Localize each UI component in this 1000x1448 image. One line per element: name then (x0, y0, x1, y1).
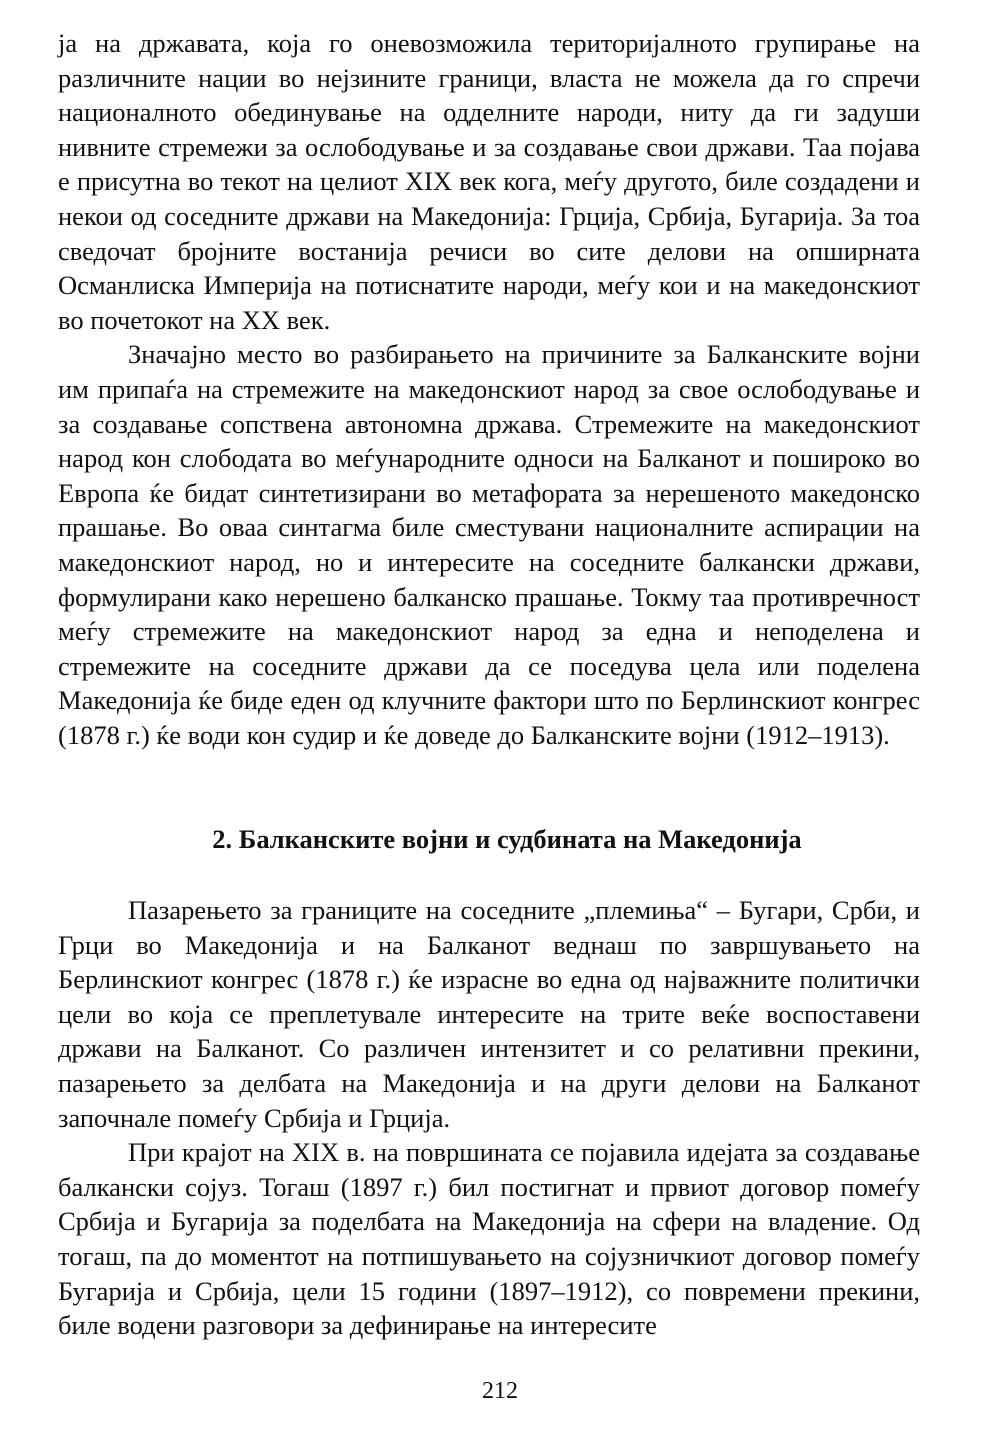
section-heading: 2. Балканските војни и судбината на Македонија (212, 824, 802, 855)
document-page (58, 26, 920, 1343)
paragraph-balkan-wars-causes: Значајно место во разбирањето на причините за Балканските војни им припаѓа на стремежите на македонскиот народ за свое ослободување и за создавање сопствена автономна држава. Стремежите на македонскиот народ кон слободата во меѓународните односи на Балканот и пошироко во Европа ќе бидат синтетизирани во метафората за нерешеното македонско прашање. Во оваа синтагма биле сместувани националните аспирации на македонскиот народ, но и интересите на соседните балкански држави, формулирани како нерешено балканско прашање. Токму таа противречност меѓу стремежите на македонскиот народ за една и неподелена и стремежите на соседните држави да се поседува цела или поделена Македонија ќе биде еден од клучните фактори што по Берлинскиот конгрес (1878 г.) ќе води кон судир и ќе доведе до Балканските војни (1912–1913). (58, 339, 920, 750)
paragraph-balkan-alliance: При крајот на XIX в. на површината се појавила идејата за создавање балкански сојуз. Тогаш (1897 г.) бил постигнат и првиот договор помеѓу Србија и Бугарија за поделбата на Македонија на сфери на владение. Од тогаш, па до моментот на потпишувањето на сојузничкиот договор помеѓу Бугарија и Србија, цели 15 години (1897–1912), со повремени прекини, биле водени разговори за дефинирање на интересите (58, 1137, 920, 1341)
page-number: 212 (482, 1378, 518, 1404)
paragraph-continued: ја на државата, која го оневозможила територијалното групирање на различните нации во нејзините граници, власта не можела да го спречи националното обединување на одделните народи, ниту да ги задуши нивните стремежи за ослободување и за создавање свои држави. Таа појава е присутна во текот на целиот XIX век кога, меѓу другото, биле создадени и некои од соседните држави на Македонија: Грција, Србија, Бугарија. За тоа сведочат бројните востанија речиси во сите делови на опширната Османлиска Империја на потиснатите народи, меѓу кои и на македонскиот во почетокот на XX век. (58, 28, 920, 335)
paragraph-border-bargaining: Пазарењето за границите на соседните „племиња“ – Бугари, Срби, и Грци во Македонија и на Балканот веднаш по завршувањето на Берлинскиот конгрес (1878 г.) ќе израсне во една од најважните политички цели во која се преплетувале интересите на трите веќе воспоставени држави на Балканот. Со различен интензитет и со релативни прекини, пазарењето за делбата на Македонија и на други делови на Балканот започнале помеѓу Србија и Грција. (58, 895, 920, 1133)
